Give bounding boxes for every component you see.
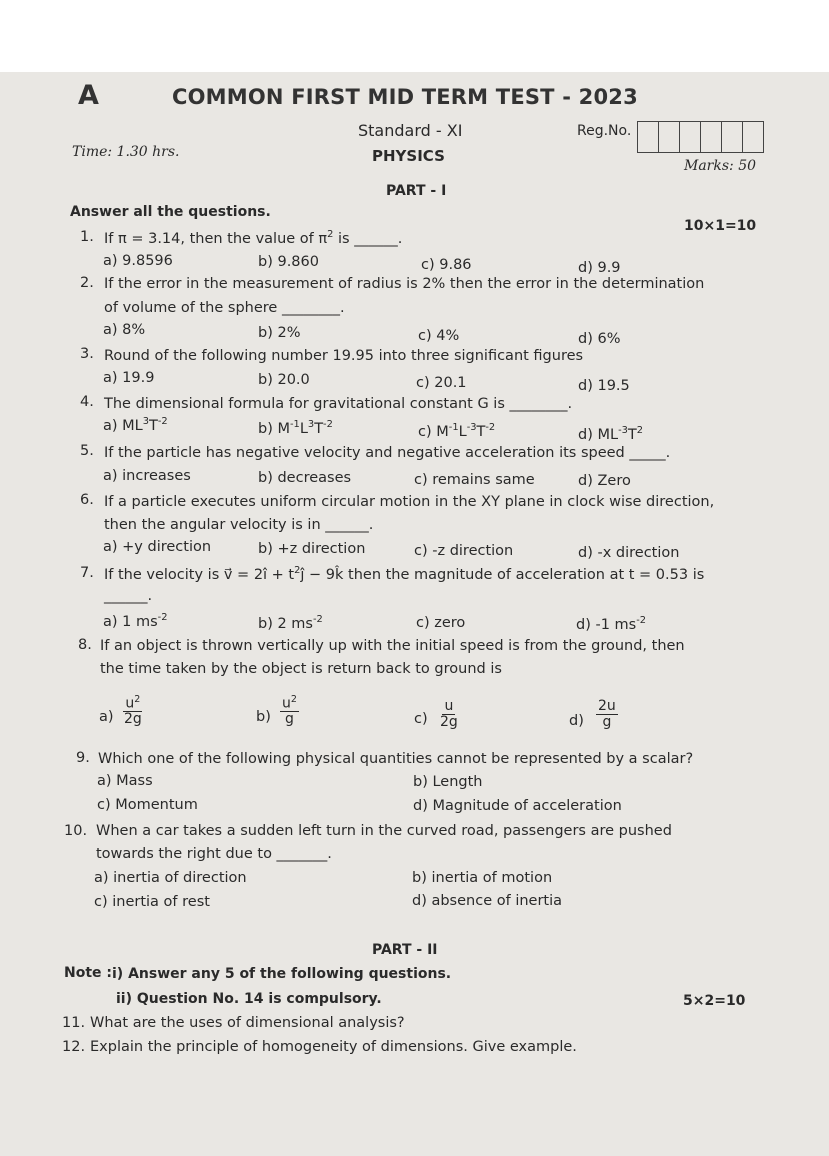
q7-text-line2: ______. (104, 588, 153, 604)
reg-no-label: Reg.No. (577, 123, 632, 139)
q8-option-c-fraction: $\frac{u}{2g}$ (440, 698, 458, 730)
q1-option-b: b) 9.860 (258, 254, 319, 270)
reg-box (701, 122, 722, 152)
q7-option-d: d) -1 $ms^{-2}$ (576, 615, 647, 633)
q12-number: 12. (62, 1039, 86, 1055)
reg-box (638, 122, 659, 152)
note-line-1: i) Answer any 5 of the following questions. (112, 966, 452, 982)
q4-option-b: b) $M^{-1}L^3T^{-2}$ (258, 419, 333, 437)
reg-no-boxes (637, 121, 764, 153)
q4-option-d: d) $ML^{-3}T^2$ (578, 425, 644, 443)
q6-option-c: c) -z direction (414, 543, 514, 559)
standard-label: Standard - XI (358, 121, 463, 140)
reg-box (680, 122, 701, 152)
q11-number: 11. (62, 1015, 86, 1031)
q1-option-a: a) 9.8596 (103, 253, 173, 269)
q10-option-d: d) absence of inertia (412, 893, 563, 909)
q10-option-c: c) inertia of rest (94, 894, 210, 910)
q4-number: 4. (80, 394, 94, 410)
q8-option-d-fraction: $\frac{2u}{g}$ (598, 698, 616, 730)
q9-number: 9. (76, 750, 90, 766)
q12-text: Explain the principle of homogeneity of dimensions. Give example. (90, 1039, 577, 1055)
q3-option-d: d) 19.5 (578, 378, 630, 394)
reg-box (659, 122, 680, 152)
q1-number: 1. (80, 229, 94, 245)
q5-option-b: b) decreases (258, 470, 352, 486)
reg-box (743, 122, 763, 152)
note-line-2: ii) Question No. 14 is compulsory. (116, 991, 382, 1007)
q10-option-b: b) inertia of motion (412, 870, 553, 886)
part-2-score: 5×2=10 (683, 993, 746, 1009)
q7-option-b: b) 2 $ms^{-2}$ (258, 614, 323, 632)
q3-number: 3. (80, 346, 94, 362)
q9-option-d: d) Magnitude of acceleration (413, 798, 622, 814)
q6-option-a: a) +y direction (103, 539, 212, 555)
q10-option-a: a) inertia of direction (94, 870, 247, 886)
part-2-heading: PART - II (372, 942, 438, 958)
q8-number: 8. (78, 637, 92, 653)
subject-label: PHYSICS (372, 147, 445, 165)
q2-option-d: d) 6% (578, 331, 621, 347)
q8-option-b-fraction: $\frac{u^2}{g}$ (282, 694, 297, 728)
part-1-heading: PART - I (386, 183, 447, 199)
q9-option-a: a) Mass (97, 773, 153, 789)
q1-option-c: c) 9.86 (421, 257, 472, 273)
q3-option-b: b) 20.0 (258, 372, 310, 388)
q9-text: Which one of the following physical quantities cannot be represented by a scalar? (98, 751, 694, 767)
q2-text-line1: If the error in the measurement of radius is 2% then the error in the determination (104, 276, 705, 292)
q1-option-d: d) 9.9 (578, 260, 621, 276)
q5-option-c: c) remains same (414, 472, 535, 488)
q2-option-b: b) 2% (258, 325, 301, 341)
q4-text: The dimensional formula for gravitational constant G is ________. (104, 396, 573, 412)
q8-option-a-fraction: $\frac{u^2}{2g}$ (124, 694, 142, 728)
q11-text: What are the uses of dimensional analysis? (90, 1015, 405, 1031)
part-1-instruction: Answer all the questions. (70, 204, 271, 220)
q5-text: If the particle has negative velocity and negative acceleration its speed _____. (104, 445, 671, 461)
q3-text: Round of the following number 19.95 into three significant figures (104, 348, 584, 364)
q7-option-a: a) 1 $ms^{-2}$ (103, 612, 168, 630)
q2-option-c: c) 4% (418, 328, 460, 344)
q8-text-line2: the time taken by the object is return back to ground is (100, 661, 502, 677)
q4-option-c: c) $M^{-1}L^{-3}T^{-2}$ (418, 422, 496, 440)
q9-option-c: c) Momentum (97, 797, 198, 813)
q6-option-b: b) +z direction (258, 541, 366, 557)
q6-text-line2: then the angular velocity is in ______. (104, 517, 374, 533)
q2-number: 2. (80, 275, 94, 291)
q7-number: 7. (80, 565, 94, 581)
q5-option-d: d) Zero (578, 473, 631, 489)
q6-option-d: d) -x direction (578, 545, 680, 561)
q3-option-c: c) 20.1 (416, 375, 467, 391)
q7-text: If the velocity is v⃗ = 2î + $t^2ĵ$ − 9k̂ then the magnitude of acceleration at t = 0.53 is (104, 565, 705, 583)
marks-label: Marks: 50 (684, 158, 757, 174)
time-label: Time: 1.30 hrs. (72, 144, 180, 160)
q7-option-c: c) zero (416, 615, 466, 631)
q8-text-line1: If an object is thrown vertically up with the initial speed is from the ground, then (100, 638, 685, 654)
part-1-score: 10×1=10 (684, 218, 757, 234)
q10-number: 10. (64, 823, 88, 839)
q2-option-a: a) 8% (103, 322, 146, 338)
exam-title: COMMON FIRST MID TERM TEST - 2023 (172, 85, 638, 109)
q3-option-a: a) 19.9 (103, 370, 155, 386)
series-letter: A (78, 80, 99, 111)
q10-text-line2: towards the right due to _______. (96, 846, 332, 862)
q6-text-line1: If a particle executes uniform circular motion in the XY plane in clock wise direction, (104, 494, 715, 510)
q8-option-c-label: c) (414, 711, 428, 727)
q8-option-d-label: d) (569, 713, 584, 729)
q5-number: 5. (80, 443, 94, 459)
q5-option-a: a) increases (103, 468, 191, 484)
reg-box (722, 122, 743, 152)
q6-number: 6. (80, 492, 94, 508)
q2-text-line2: of volume of the sphere ________. (104, 300, 345, 316)
q9-option-b: b) Length (413, 774, 483, 790)
q10-text-line1: When a car takes a sudden left turn in the curved road, passengers are pushed (96, 823, 672, 839)
note-label: Note : (64, 965, 112, 981)
q8-option-a-label: a) (99, 709, 114, 725)
q8-option-b-label: b) (256, 709, 271, 725)
q1-text: If π = 3.14, then the value of $\pi^2$ is ______. (104, 229, 403, 247)
q4-option-a: a) $ML^3T^{-2}$ (103, 416, 168, 434)
